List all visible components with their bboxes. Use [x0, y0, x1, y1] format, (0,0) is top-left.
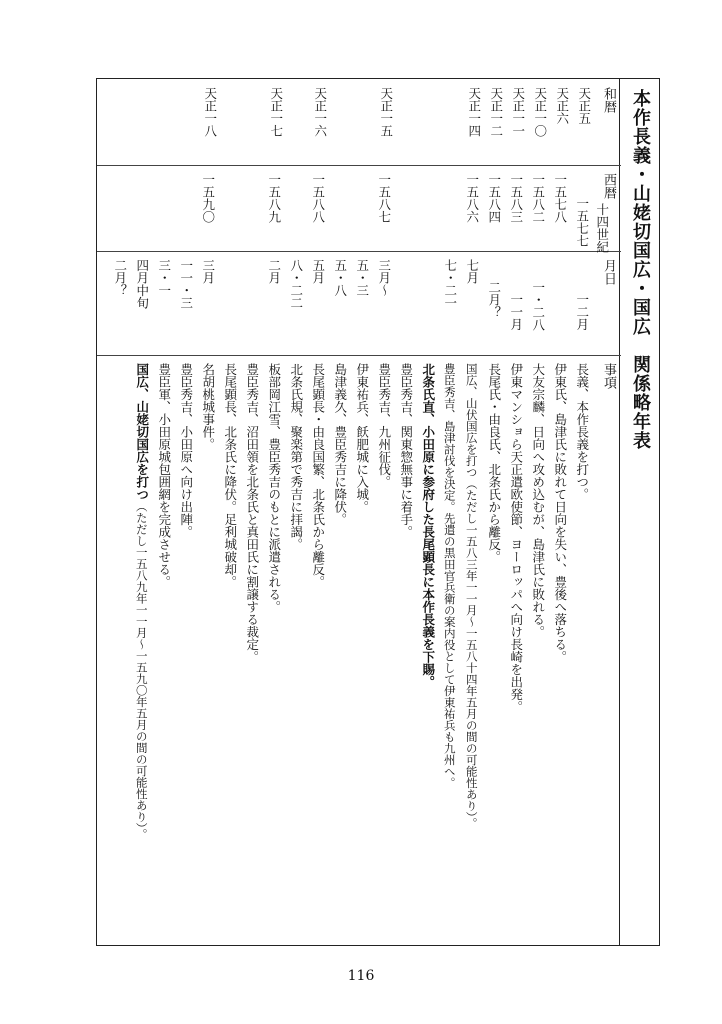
- tsukihi-cell: 三月: [200, 259, 216, 284]
- tsukihi-cell: 一・二八: [530, 281, 546, 331]
- jiko-cell-bold: 北条氏直、小田原に参府した長尾顕長に本作長義を下賜。: [420, 363, 436, 688]
- wareki-cell: 天正一二: [488, 87, 504, 137]
- jiko-cell: 伊東祐兵、飫肥城に入城。: [354, 363, 370, 513]
- header-jiko: 事項: [601, 363, 616, 389]
- jiko-cell: 長尾顕長、北条氏に降伏。足利城破却。: [222, 363, 238, 588]
- tsukihi-cell: 三月〜: [376, 259, 392, 297]
- jiko-bold-text: 国広、山姥切国広を打つ: [134, 363, 150, 501]
- tsukihi-cell: 四月中旬: [134, 259, 150, 309]
- tsukihi-cell: 一二月: [574, 293, 590, 331]
- jiko-cell: 豊臣秀吉、九州征伐。: [376, 363, 392, 488]
- table-title: 本作長義・山姥切国広・国広 関係略年表: [630, 89, 651, 450]
- tsukihi-cell: 二月？: [112, 259, 128, 297]
- header-tsukihi: 月日: [601, 259, 616, 285]
- jiko-cell: 豊臣軍、小田原城包囲網を完成させる。: [156, 363, 172, 588]
- tsukihi-cell: 一一・三: [178, 259, 194, 309]
- tsukihi-cell: 三・一: [156, 259, 172, 297]
- page-number: 116: [347, 968, 375, 984]
- wareki-cell: 天正一七: [268, 87, 284, 137]
- title-column: [619, 79, 659, 945]
- tsukihi-cell: 一一月: [508, 293, 524, 331]
- chronology-table: [96, 78, 660, 946]
- header-seireki: 西暦: [601, 173, 616, 199]
- jiko-cell: 島津義久、豊臣秀吉に降伏。: [332, 363, 348, 526]
- seireki-cell: 一五八二: [530, 173, 546, 223]
- jiko-cell: 伊東氏、島津氏に敗れて日向を失い、豊後へ落ちる。: [552, 363, 568, 663]
- column-divider-seireki: [97, 251, 621, 252]
- jiko-note-text: （ただし一五八九年一一月〜一五九〇年五月の間の可能性あり）。: [134, 500, 149, 840]
- column-divider-tsukihi: [97, 355, 621, 356]
- wareki-cell: 天正一一: [510, 87, 526, 137]
- jiko-cell: 北条氏規、聚楽第で秀吉に拝謁。: [288, 363, 304, 551]
- tsukihi-cell: 二月？: [486, 281, 502, 319]
- jiko-cell: 豊臣秀吉、小田原へ向け出陣。: [178, 363, 194, 538]
- wareki-cell: 天正五: [576, 87, 592, 125]
- seireki-cell: 一五八三: [508, 173, 524, 223]
- jiko-cell: 長尾顕長・由良国繁、北条氏から離反。: [310, 363, 326, 588]
- jiko-cell: 伊東マンショら天正遣欧使節、ヨーロッパへ向け長崎を出発。: [508, 363, 524, 713]
- wareki-cell: 天正一〇: [532, 87, 548, 137]
- tsukihi-cell: 七・二一: [442, 259, 458, 309]
- wareki-cell: 天正六: [554, 87, 570, 125]
- seireki-cell: 一五八七: [376, 173, 392, 223]
- jiko-cell: 大友宗麟、日向へ攻め込むが、島津氏に敗れる。: [530, 363, 546, 638]
- seireki-cell: 一五七七: [574, 197, 590, 247]
- wareki-cell: 天正一四: [466, 87, 482, 137]
- jiko-cell: 板部岡江雪、豊臣秀吉のもとに派遣される。: [266, 363, 282, 613]
- tsukihi-cell: 五・八: [332, 259, 348, 297]
- jiko-cell: 名胡桃城事件。: [200, 363, 216, 451]
- jiko-cell: [465, 363, 477, 829]
- wareki-cell: 天正一八: [202, 87, 218, 137]
- wareki-cell: 天正一五: [378, 87, 394, 137]
- column-divider-wareki: [97, 165, 621, 166]
- jiko-cell: 長尾氏・由良氏、北条氏から離反。: [486, 363, 502, 563]
- seireki-cell: 一五九〇: [200, 173, 216, 223]
- jiko-cell: 豊臣秀吉、島津討伐を決定。先遣の黒田官兵衛の案内役として伊東祐兵も九州へ。: [442, 363, 457, 789]
- tsukihi-cell: 二月: [266, 259, 282, 284]
- jiko-cell: [135, 363, 148, 840]
- tsukihi-cell: 五月: [310, 259, 326, 284]
- seireki-cell: 一五八四: [486, 173, 502, 223]
- jiko-cell: 豊臣秀吉、沼田領を北条氏と真田氏に割譲する裁定。: [244, 363, 260, 663]
- jiko-cell: 長義、本作長義を打つ。: [574, 363, 590, 501]
- seireki-cell: 一五八六: [464, 173, 480, 223]
- wareki-cell: 天正一六: [312, 87, 328, 137]
- seireki-cell: 一五七八: [552, 173, 568, 223]
- jiko-bold-text: 国広、山伏国広を打つ: [464, 363, 479, 478]
- header-wareki: 和暦: [601, 87, 616, 113]
- seireki-cell: 十四世紀: [594, 203, 610, 253]
- tsukihi-cell: 八・二二: [288, 259, 304, 309]
- tsukihi-cell: 七月: [464, 259, 480, 284]
- seireki-cell: 一五八八: [310, 173, 326, 223]
- jiko-note-text: （ただし一五八三年一一月〜一五八十四年五月の間の可能性あり）。: [464, 478, 479, 829]
- seireki-cell: 一五八九: [266, 173, 282, 223]
- tsukihi-cell: 五・三: [354, 259, 370, 297]
- jiko-cell: 豊臣秀吉、関東惣無事に着手。: [398, 363, 414, 538]
